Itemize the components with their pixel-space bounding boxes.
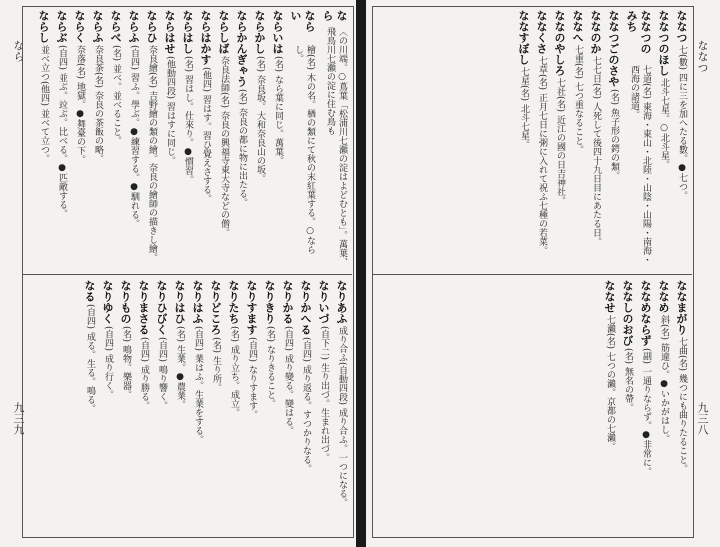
definition: 七社(名) 近江の國の日吉神社。: [555, 78, 565, 205]
headword: なりまさる: [137, 280, 150, 335]
dictionary-entry: [234, 10, 248, 268]
definition: (名) 奈良坂。大和奈良山の坂。: [255, 56, 265, 183]
headword: なりどころ: [209, 280, 222, 335]
headword: ななつ: [675, 10, 688, 43]
headword: ならかし: [253, 10, 266, 54]
left-bottom-section: [26, 280, 348, 530]
headword: ななめならず: [639, 280, 652, 346]
headword: ならはせ: [163, 10, 176, 54]
definition: 北斗七星。○北斗星。: [659, 78, 669, 169]
dictionary-entry: [620, 280, 634, 530]
definition: (自四) なりすます。: [247, 337, 257, 419]
right-page: [366, 0, 720, 547]
definition: (自四) 鳴り響く。: [157, 337, 167, 410]
headword: ならはかす: [199, 10, 212, 65]
definition: 七草(名) 正月七日に粥に入れて祝ふ七種の若菜。: [537, 56, 547, 255]
headword: ななせ: [603, 280, 616, 313]
headword: なりかへる: [299, 280, 312, 335]
headword: なりたち: [227, 280, 240, 324]
headword: なりかる: [281, 280, 294, 324]
headword: なりゆく: [101, 280, 114, 324]
dictionary-entry: [516, 10, 530, 268]
left-headmark: なら: [12, 40, 25, 62]
headword: なりきり: [263, 280, 276, 324]
headword: なりはふ: [191, 280, 204, 324]
headword: ななすぼし: [517, 10, 530, 65]
definition: (自四) 成り返る。すつかりなる。: [301, 337, 311, 473]
headword: ならふ: [127, 10, 140, 43]
headword: なら: [321, 10, 348, 21]
definition: (自下二) 生り出づ。生まれ出づ。: [319, 326, 329, 462]
dictionary-entry: [334, 280, 348, 530]
dictionary-entry: [656, 10, 670, 268]
definition: (自四) 並ぶ。竝ぶ。比べる。●匹敵する。: [57, 45, 67, 218]
definition: (名) なら葉に同じ。萬葉。: [273, 56, 283, 165]
headword: ななくさ: [535, 10, 548, 54]
definition: (自四) 習ふ。學ぶ。●練習する。●馴れる。: [129, 45, 139, 228]
definition: 奈良繪(名) 吉野繪の類の繪。奈良の繪師の描きし繪。: [147, 45, 157, 262]
definition: 奈良法師(名) 奈良の興福寺東大寺などの僧。: [219, 56, 229, 237]
dictionary-entry: [252, 10, 266, 268]
dictionary-entry: [108, 10, 122, 268]
dictionary-entry: [674, 280, 688, 530]
dictionary-entry: [552, 10, 566, 268]
dictionary-entry: [154, 280, 168, 530]
definition: (他動四段) 習はすに同じ。: [165, 56, 175, 165]
definition: (名) 生業。●農業。: [175, 326, 185, 409]
dictionary-entry: [216, 10, 230, 268]
headword: ななつごのさや: [607, 10, 620, 87]
dictionary-entry: [606, 10, 620, 268]
dictionary-entry: [656, 280, 670, 530]
definition: 斜(名) 筋違ひ。●いかがはし。: [659, 315, 669, 443]
headword: ななのやしろ: [553, 10, 566, 76]
definition: (自四) 成る。生る。鳴る。: [85, 304, 95, 413]
definition: 成り合ふ(自動四段) 成り合ふ。一つになる。: [337, 326, 347, 507]
dictionary-entry: [638, 280, 652, 530]
headword: なりはひ: [173, 280, 186, 324]
dictionary-entry: [262, 280, 276, 530]
headword: ならし: [37, 10, 50, 43]
definition: (他四) 習はす。習ひ覺えさする。: [201, 67, 211, 203]
definition: (副) 一通りならず。●非常に。: [641, 348, 651, 476]
headword: ならはし: [181, 10, 194, 54]
dictionary-entry: [90, 10, 104, 268]
definition: (名) 無名の帶。: [623, 348, 633, 412]
right-folio: 九三八: [696, 402, 709, 435]
headword: なりあふ: [335, 280, 348, 324]
dictionary-entry: [270, 10, 284, 268]
headword: ならべ: [109, 10, 122, 43]
headword: なりすます: [245, 280, 258, 335]
definition: (自四) 成り勝る。: [139, 337, 149, 410]
dictionary-entry: [172, 280, 186, 530]
definition: 奈良茶(名) 奈良の茶飯の略。: [93, 45, 103, 163]
dictionary-entry: [144, 10, 158, 268]
dictionary-entry: [180, 10, 194, 268]
headword: ならく: [73, 10, 86, 43]
left-top-section: [26, 10, 348, 268]
dictionary-entry: [316, 280, 330, 530]
headword: ならふ: [91, 10, 104, 43]
definition: 檜(名) 木の名。楢の類にて秋の末紅葉する。○ならし。: [293, 44, 315, 254]
definition: (名) 鳴物。樂器。: [121, 326, 131, 399]
right-headmark: ななつ: [696, 40, 709, 73]
definition: (名) 習はし。仕來り。●慣習。: [183, 56, 193, 184]
dictionary-entry: [82, 280, 96, 530]
right-bottom-section: [376, 280, 688, 530]
definition: 奈落(名) 地獄。●舞臺の下。: [75, 45, 85, 164]
headword: ななまがり: [675, 280, 688, 335]
headword: ならかんぎゃう: [235, 10, 248, 87]
headword: ななつのほし: [657, 10, 670, 76]
headword: ならぶ: [55, 10, 68, 43]
dictionary-entry: [288, 10, 316, 268]
left-divider: [22, 274, 352, 275]
dictionary-entry: [226, 280, 240, 530]
dictionary-entry: [100, 280, 114, 530]
definition: (名) 並べ。並べること。: [111, 45, 121, 145]
dictionary-entry: [320, 10, 348, 268]
dictionary-entry: [72, 10, 86, 268]
definition: (名) なりきること。: [265, 326, 275, 408]
definition: (名) 生り所。: [211, 337, 221, 392]
definition: 七道(名) 東海・東山・北陸・山陰・山陽・南海・西海の諸道。: [629, 64, 651, 264]
definition: 七星(名) 北斗七星。: [519, 67, 529, 149]
dictionary-entry: [162, 10, 176, 268]
dictionary-entry: [126, 10, 140, 268]
headword: ならい: [289, 10, 316, 32]
headword: ななつのみち: [625, 10, 652, 54]
headword: ならひ: [145, 10, 158, 43]
headword: ならしば: [217, 10, 230, 54]
dictionary-entry: [118, 280, 132, 530]
headword: なりいづ: [317, 280, 330, 324]
dictionary-entry: [36, 10, 50, 268]
definition: 並べ立つ(他四) 並べて立つ。: [39, 45, 49, 163]
right-divider: [372, 274, 692, 275]
dictionary-entry: [208, 280, 222, 530]
dictionary-entry: [190, 280, 204, 530]
definition: (自四) 成り變る。變はる。: [283, 326, 293, 435]
dictionary-entry: [198, 10, 212, 268]
headword: ななめ: [657, 280, 670, 313]
definition: (名) 魚子形の鍔の類。: [609, 89, 619, 180]
definition: (名) 奈良の都に物に出たる。: [237, 89, 247, 207]
dictionary-entry: [624, 10, 652, 268]
right-top-section: [376, 10, 688, 268]
dictionary-entry: [136, 280, 150, 530]
dictionary-entry: [602, 280, 616, 530]
definition: 〈の川端。○蔦葉「松浦川七瀬の淀はよどむとも」。萬葉、飛鳥川七瀬の淀に住む鳥も: [325, 27, 347, 267]
dictionary-entry: [534, 10, 548, 268]
left-folio: 九三九: [12, 402, 25, 435]
headword: ならいは: [271, 10, 284, 54]
dictionary-entry: [570, 10, 584, 268]
headword: なりひびく: [155, 280, 168, 335]
headword: なりもの: [119, 280, 132, 324]
definition: 七重(名) 七つ重なること。: [573, 45, 583, 154]
headword: ななしのおび: [621, 280, 634, 346]
definition: (自四) 業はふ。生業をする。: [193, 326, 203, 444]
definition: (名) 成り立ち。成立。: [229, 326, 239, 417]
dictionary-entry: [244, 280, 258, 530]
definition: 七(數) 四に三を加へたる數。●七つ。: [677, 45, 687, 200]
definition: 七曲(名) 幾つにも曲りたること。: [677, 337, 687, 473]
headword: ななのか: [589, 10, 602, 54]
definition: 七瀨(名) 七つの瀨。京都の七瀨。: [605, 315, 615, 451]
dictionary-entry: [54, 10, 68, 268]
dictionary-entry: [674, 10, 688, 268]
headword: なる: [83, 280, 96, 302]
dictionary-entry: [280, 280, 294, 530]
definition: 七七日(名) 人死して後四十九日目にあたる日。: [591, 56, 601, 246]
dictionary-entry: [588, 10, 602, 268]
dictionary-entry: [298, 280, 312, 530]
definition: (自四) 成り行く。: [103, 326, 113, 399]
headword: ななへ: [571, 10, 584, 43]
